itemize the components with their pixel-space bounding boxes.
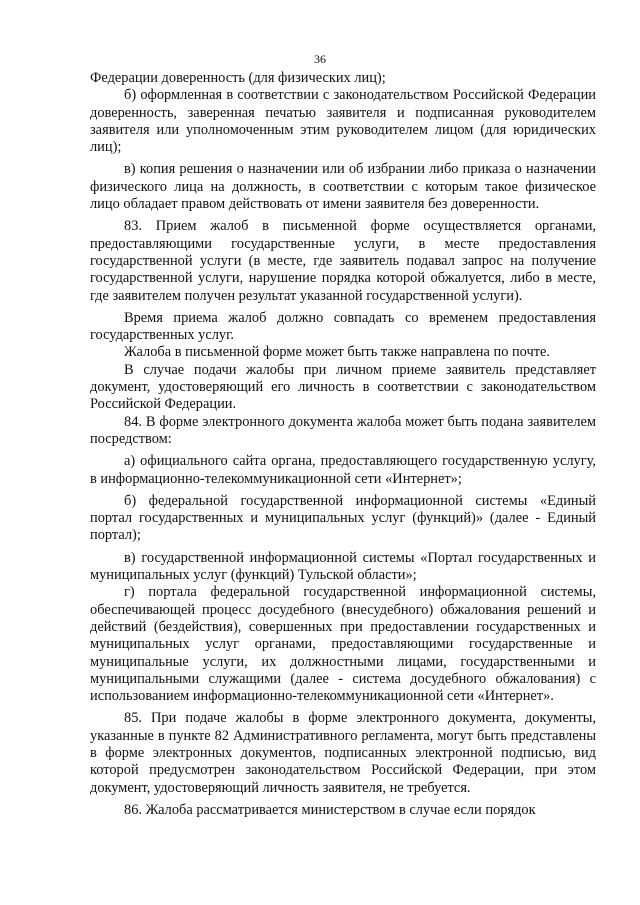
- paragraph-83-written-complaints: 83. Прием жалоб в письменной форме осуществляется органами, предоставляющими государственные услуги, в месте предоставления государственной услуги (в месте, где заявитель подавал запрос на получение государственной услуги, нарушение порядка которой обжалуется, либо в месте, где заявителем получен результат указанной государственной услуги).: [90, 218, 596, 304]
- paragraph-84-electronic-form: 84. В форме электронного документа жалоба может быть подана заявителем посредством:: [90, 413, 596, 447]
- paragraph-item-v-regional-portal: в) государственной информационной системы «Портал государственных и муниципальных услуг (функций) Тульской области»;: [90, 549, 596, 584]
- paragraph-item-a-official-site: а) официального сайта органа, предоставляющего государственную услугу, в информационно-телекоммуникационной сети «Интернет»;: [90, 453, 596, 487]
- paragraph-item-b-unified-portal: б) федеральной государственной информационной системы «Единый портал государственных и муниципальных услуг (функций)» (далее - Единый портал);: [90, 492, 596, 544]
- page-number: 36: [314, 52, 326, 66]
- paragraph-mail-complaint: Жалоба в письменной форме может быть также направлена по почте.: [124, 344, 551, 361]
- paragraph-item-g-pretrial-system: г) портала федеральной государственной информационной системы, обеспечивающей процесс досудебного (внесудебного) обжалования решений и действий (бездействия), совершенных при предоставлении государственных и муниципальных услуг органами, предоставляющими государственные и муниципальные услуги, их должностными лицами, государственными и муниципальными служащими (далее - система досудебного обжалования) с использованием информационно-телекоммуникационной сети «Интернет».: [90, 584, 596, 705]
- document-body: [90, 70, 596, 819]
- paragraph-continuation: Федерации доверенность (для физических лиц);: [90, 70, 386, 86]
- paragraph-personal-reception: В случае подачи жалобы при личном приеме заявитель представляет документ, удостоверяющий его личность в соответствии с законодательством Российской Федерации.: [90, 361, 596, 413]
- paragraph-item-v-appointment-copy: в) копия решения о назначении или об избрании либо приказа о назначении физического лица на должность, в соответствии с которым такое физическое лицо обладает правом действовать от имени заявителя без доверенности.: [90, 161, 596, 213]
- paragraph-item-b-power-of-attorney: б) оформленная в соответствии с законодательством Российской Федерации доверенность, заверенная печатью заявителя и подписанная руководителем заявителя или уполномоченным этим руководителем лицом (для юридических лиц);: [90, 87, 596, 156]
- paragraph-86-consideration: 86. Жалоба рассматривается министерством в случае если порядок: [124, 801, 536, 818]
- paragraph-85-electronic-documents: 85. При подаче жалобы в форме электронного документа, документы, указанные в пункте 82 Административного регламента, могут быть представлены в форме электронных документов, подписанных электронной подписью, вид которой предусмотрен законодательством Российской Федерации, при этом документ, удостоверяющий личность заявителя, не требуется.: [90, 710, 596, 796]
- paragraph-reception-time: Время приема жалоб должно совпадать со временем предоставления государственных услуг.: [90, 309, 596, 344]
